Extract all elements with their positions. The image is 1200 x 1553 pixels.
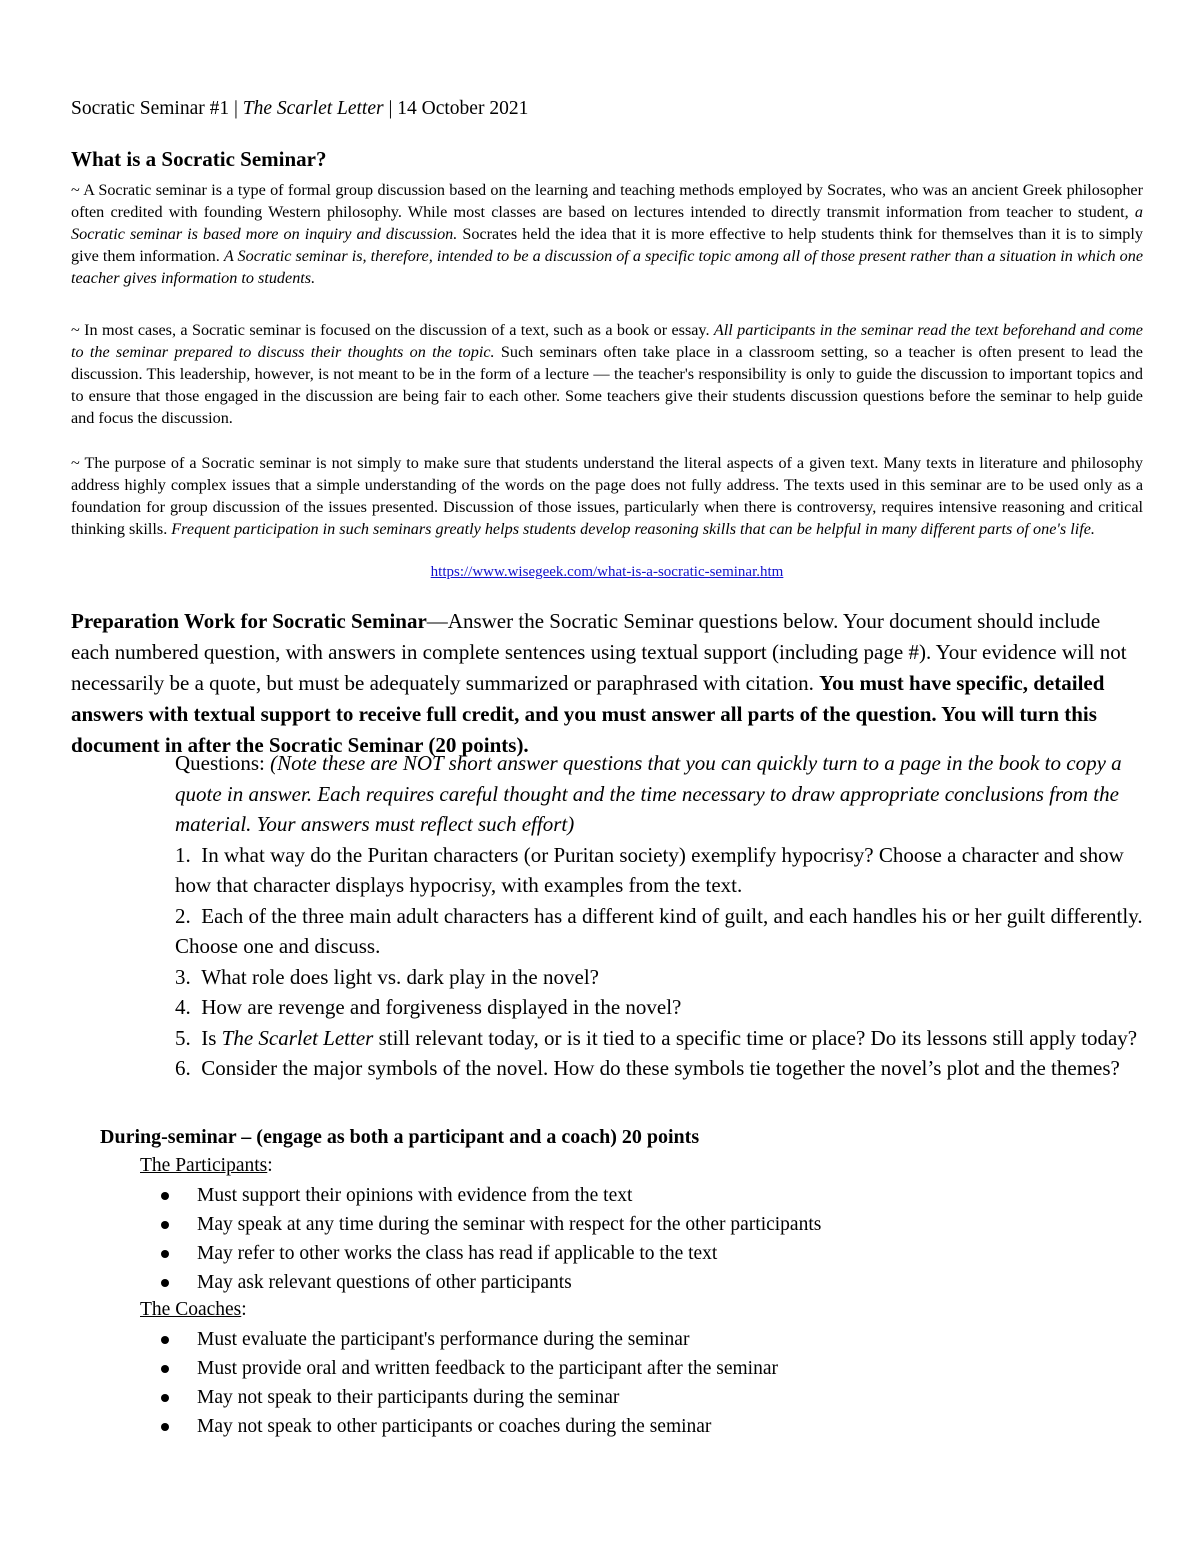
paragraph-definition <box>71 179 1143 289</box>
question-number: 3. <box>175 964 191 989</box>
run-text: Such seminars often take place in a classroom setting, so a teacher is often present to lead the discussion. This leadership, however, is not meant to be in the form of a lecture — the teacher's responsibility is only to guide the discussion to important topics and to ensure that those engaged in the discussion are being fair to each other. Some teachers give their students discussion questions before the seminar to help guide and focus the discussion. <box>71 343 1143 428</box>
question-number: 4. <box>175 995 191 1019</box>
question-text: In what way do the Puritan characters (or Puritan society) exemplify hypocrisy? Choose a character and show how that character displays hypocrisy, with examples from the text. <box>175 842 1124 897</box>
subheading-participants-colon: : <box>267 1155 273 1176</box>
paragraph-purpose <box>71 452 1143 540</box>
header-suffix: | 14 October 2021 <box>383 98 529 119</box>
run-text-italic: All participants in the seminar read the text beforehand and come to the seminar prepared to discuss their thoughts on the topic. <box>71 321 1143 362</box>
subheading-coaches-label: The Coaches <box>140 1299 242 1320</box>
bullet-icon <box>161 1210 170 1219</box>
question-item-6 <box>175 1053 1143 1084</box>
list-item <box>140 1239 1140 1268</box>
paragraph-marker: ~ <box>71 454 85 472</box>
question-book-title: The Scarlet Letter <box>221 1025 374 1050</box>
question-text: Consider the major symbols of the novel. How do these symbols tie together the novel’s plot and the themes? <box>201 1056 1120 1080</box>
questions-intro <box>175 748 1143 840</box>
list-item-text: Must provide oral and written feedback to the participant after the seminar <box>197 1358 778 1379</box>
list-item <box>140 1210 1140 1239</box>
questions-label: Questions: <box>175 751 271 775</box>
list-item <box>140 1383 1140 1412</box>
question-number: 1. <box>175 842 191 867</box>
question-text: How are revenge and forgiveness displayed in the novel? <box>201 995 682 1019</box>
questions-block <box>175 748 1143 1084</box>
list-item-text: May speak at any time during the seminar with respect for the other participants <box>197 1214 822 1235</box>
list-item <box>140 1268 1140 1297</box>
list-item <box>140 1354 1140 1383</box>
list-item <box>140 1181 1140 1210</box>
run-text: A Socratic seminar is a type of formal group discussion based on the learning and teaching methods employed by Socrates, who was an ancient Greek philosopher often credited with founding Western philosophy. While most classes are based on lectures intended to directly transmit information from teacher to student, <box>71 181 1144 222</box>
questions-note-italic: (Note these are NOT short answer questions that you can quickly turn to a page in the book to copy a quote in answer. Each requires careful thought and the time necessary to draw appropriate conclusions from the material. Your answers must reflect such effort) <box>175 751 1122 836</box>
paragraph-marker: ~ <box>71 181 84 199</box>
subheading-coaches <box>140 1296 247 1323</box>
question-text: still relevant today, or is it tied to a specific time or place? Do its lessons still apply today? <box>373 1025 1138 1050</box>
list-item-text: Must support their opinions with evidence from the text <box>197 1185 633 1206</box>
bullet-icon <box>161 1354 170 1363</box>
run-text: The purpose of a Socratic seminar is not simply to make sure that students understand the literal aspects of a given text. Many texts in literature and philosophy address highly complex issues that a simple understanding of the words on the page does not fully address. The texts used in this seminar are to be used only as a foundation for group discussion of the issues presented. Discussion of those issues, particularly when there is controversy, requires intensive reasoning and critical thinking skills. <box>71 454 1143 539</box>
run-text: In most cases, a Socratic seminar is focused on the discussion of a text, such as a book or essay. <box>84 321 714 339</box>
list-item <box>140 1412 1140 1441</box>
list-item-text: Must evaluate the participant's performance during the seminar <box>197 1329 690 1350</box>
run-text-italic: Frequent participation in such seminars greatly helps students develop reasoning skills that can be helpful in many different parts of one's life. <box>171 520 1095 539</box>
question-number: 2. <box>175 903 191 928</box>
coaches-bullet-list <box>140 1325 1140 1441</box>
run-text-bold: You must have specific, detailed answers with textual support to receive full credit, and you must answer all parts of the question. You will turn this document in after the Socratic Seminar (20 points). <box>71 671 1105 757</box>
prep-label-bold: Preparation Work for Socratic Seminar <box>71 609 427 633</box>
bullet-icon <box>161 1383 170 1392</box>
section-heading-what-is-a-socratic-seminar: What is a Socratic Seminar? <box>71 147 327 171</box>
source-url-line <box>71 562 1143 582</box>
participants-bullet-list <box>140 1181 1140 1297</box>
bullet-icon <box>161 1412 170 1421</box>
run-text: Socrates held the idea that it is more effective to help students think for themselves than it is to simply give them information. <box>71 225 1143 266</box>
question-item-5 <box>175 1023 1143 1054</box>
question-item-2 <box>175 901 1143 962</box>
question-text: Is <box>201 1025 222 1050</box>
question-item-3 <box>175 962 1143 993</box>
question-text: What role does light vs. dark play in the novel? <box>201 964 599 989</box>
bullet-icon <box>161 1239 170 1248</box>
list-item-text: May refer to other works the class has read if applicable to the text <box>197 1243 718 1264</box>
question-item-1 <box>175 840 1143 901</box>
bullet-icon <box>161 1268 170 1277</box>
paragraph-marker: ~ <box>71 321 85 339</box>
list-item-text: May not speak to their participants during the seminar <box>197 1387 620 1408</box>
source-url-link[interactable]: https://www.wisegeek.com/what-is-a-socratic-seminar.htm <box>430 564 784 580</box>
bullet-icon <box>161 1325 170 1334</box>
subheading-coaches-colon: : <box>241 1299 247 1320</box>
list-item-text: May ask relevant questions of other participants <box>197 1272 572 1293</box>
subheading-participants-label: The Participants <box>140 1155 268 1176</box>
header-prefix: Socratic Seminar #1 | <box>71 98 243 119</box>
paragraph-preparation-work <box>71 606 1143 761</box>
question-item-4 <box>175 992 1143 1023</box>
question-text: Each of the three main adult characters has a different kind of guilt, and each handles his or her guilt differently. Choose one and discuss. <box>175 903 1143 958</box>
header-book-title: The Scarlet Letter <box>242 98 384 119</box>
paragraph-text-focus <box>71 319 1143 429</box>
list-item-text: May not speak to other participants or coaches during the seminar <box>197 1416 712 1437</box>
subheading-participants <box>140 1152 273 1179</box>
question-number: 6. <box>175 1056 191 1080</box>
bullet-icon <box>161 1181 170 1190</box>
run-text: —Answer the Socratic Seminar questions below. Your document should include each numbered question, with answers in complete sentences using textual support (including page #). Your evidence will not necessarily be a quote, but must be adequately summarized or paraphrased with citation. <box>71 609 1127 695</box>
section-heading-during-seminar: During-seminar – (engage as both a participant and a coach) 20 points <box>100 1126 700 1148</box>
list-item <box>140 1325 1140 1354</box>
run-text-italic: A Socratic seminar is, therefore, intended to be a discussion of a specific topic among all of those present rather than a situation in which one teacher gives information to students. <box>71 247 1144 288</box>
run-text-italic: a Socratic seminar is based more on inquiry and discussion. <box>71 203 1143 244</box>
document-header-line <box>71 96 528 122</box>
question-number: 5. <box>175 1025 191 1050</box>
